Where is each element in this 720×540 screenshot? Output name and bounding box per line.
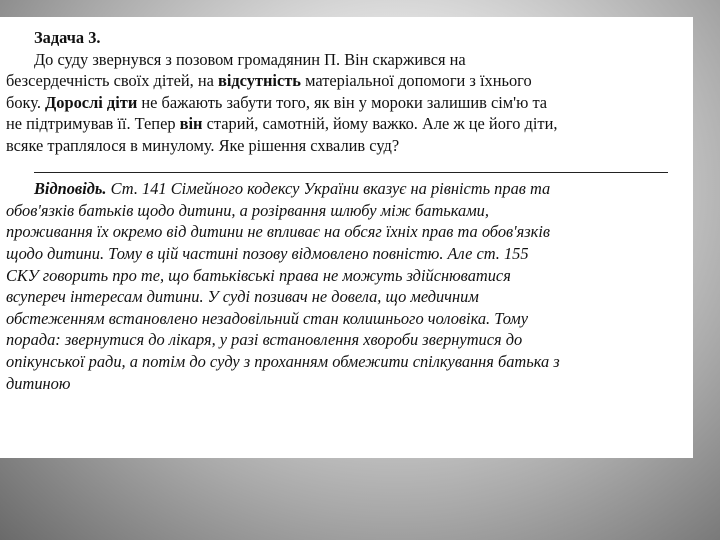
- task-text-run: всяке траплялося в минулому. Яке рішення схвалив суд?: [6, 135, 400, 155]
- task-line: [6, 49, 690, 71]
- task-text-run: матеріальної допомоги з їхнього: [300, 71, 532, 91]
- answer-line: [6, 178, 690, 200]
- slide-text: [6, 27, 690, 394]
- task-text-run: безсердечність своїх дітей, на: [6, 71, 218, 91]
- answer-text: СКУ говорить про те, що батьківські права не можуть здійснюватися: [6, 265, 511, 285]
- task-line: [6, 135, 690, 157]
- answer-line: [6, 221, 690, 243]
- answer-text: щодо дитини. Тому в цій частині позову відмовлено повністю. Але ст. 155: [6, 243, 529, 263]
- answer-text: всупереч інтересам дитини. У суді позивач не довела, що медичним: [6, 287, 479, 307]
- task-bold-run: відсутність: [217, 71, 301, 91]
- answer-text: проживання їх окремо від дитини не впливає на обсяг їхніх прав та обов'язків: [6, 222, 551, 242]
- task-line: [6, 113, 690, 135]
- answer-line: [6, 373, 690, 395]
- answer-line: [6, 351, 690, 373]
- task-line: [6, 70, 690, 92]
- answer-text: обстеженням встановлено незадовільний стан колишнього чоловіка. Тому: [6, 308, 529, 328]
- answer-text: порада: звернутися до лікаря, у разі встановлення хвороби звернутися до: [6, 330, 523, 350]
- answer-line: [6, 329, 690, 351]
- answer-text: дитиною: [6, 373, 71, 393]
- answer-body: [6, 178, 690, 394]
- task-text-run: боку.: [6, 92, 46, 112]
- answer-line: [6, 286, 690, 308]
- task-text-run: старий, самотній, йому важко. Але ж це його діти,: [202, 114, 558, 134]
- task-bold-run: Дорослі діти: [45, 92, 138, 112]
- answer-text: Ст. 141 Сімейного кодексу України вказує на рівність прав та: [106, 179, 551, 199]
- separator-rule: [6, 157, 690, 179]
- task-text-run: До суду звернувся з позовом громадянин П. Він скаржився на: [34, 49, 466, 69]
- task-title: Задача 3.: [34, 28, 101, 47]
- task-body: [6, 49, 690, 157]
- answer-line: [6, 243, 690, 265]
- task-bold-run: він: [179, 114, 203, 134]
- answer-label: Відповідь.: [34, 179, 107, 199]
- answer-line: [6, 200, 690, 222]
- task-line: [6, 92, 690, 114]
- answer-text: обов'язків батьків щодо дитини, а розірвання шлюбу між батьками,: [6, 200, 489, 220]
- answer-line: [6, 308, 690, 330]
- slide: [0, 17, 693, 458]
- answer-text: опікунської ради, а потім до суду з проханням обмежити спілкування батька з: [6, 351, 560, 371]
- task-text-run: не бажають забути того, як він у мороки залишив сім'ю та: [137, 92, 548, 112]
- answer-line: [6, 265, 690, 287]
- task-text-run: не підтримував її. Тепер: [6, 114, 180, 134]
